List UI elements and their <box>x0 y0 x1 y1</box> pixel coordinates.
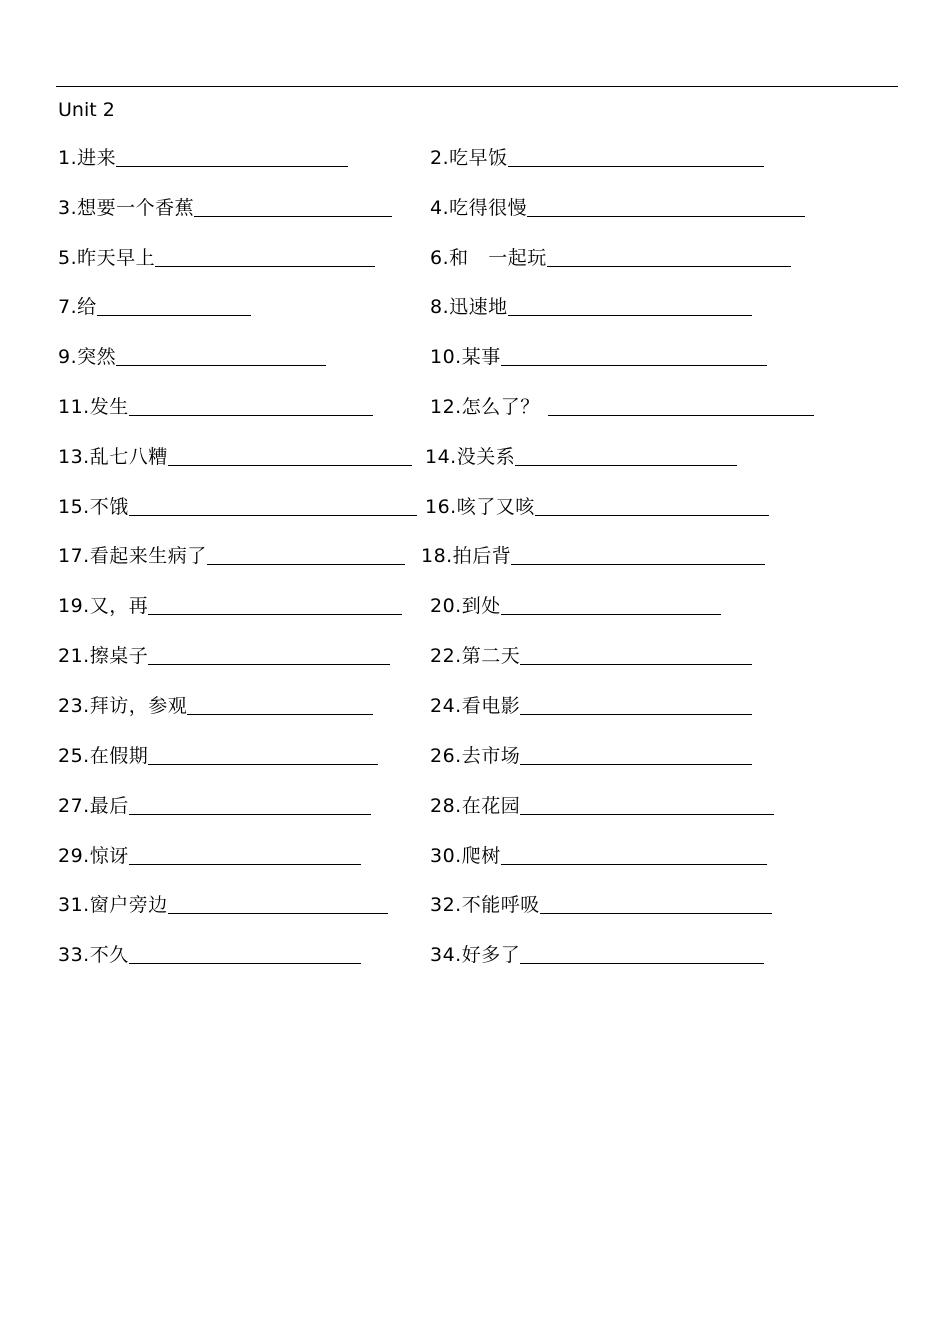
answer-blank[interactable] <box>520 664 752 665</box>
vocab-item-30 <box>430 843 767 869</box>
vocab-item-22 <box>430 643 752 669</box>
vocab-item-33 <box>58 942 361 968</box>
vocab-label: 33.不久 <box>58 944 129 966</box>
vocab-item-24 <box>430 693 752 719</box>
answer-blank[interactable] <box>520 963 764 964</box>
answer-blank[interactable] <box>129 415 373 416</box>
vocab-label: 18.拍后背 <box>421 545 512 567</box>
vocab-label: 31.窗户旁边 <box>58 894 168 916</box>
unit-title: Unit 2 <box>58 99 115 121</box>
answer-blank[interactable] <box>207 564 405 565</box>
answer-blank[interactable] <box>548 415 814 416</box>
vocab-label: 5.昨天早上 <box>58 247 156 269</box>
vocab-item-4 <box>430 195 805 221</box>
vocab-label: 10.某事 <box>430 346 501 368</box>
answer-blank[interactable] <box>540 913 772 914</box>
answer-blank[interactable] <box>129 864 361 865</box>
vocab-label: 26.去市场 <box>430 745 521 767</box>
answer-blank[interactable] <box>520 714 752 715</box>
vocab-label: 3.想要一个香蕉 <box>58 197 195 219</box>
vocab-item-9 <box>58 344 326 370</box>
answer-blank[interactable] <box>547 266 791 267</box>
answer-blank[interactable] <box>508 166 764 167</box>
vocab-item-8 <box>430 294 752 320</box>
vocab-label: 17.看起来生病了 <box>58 545 207 567</box>
answer-blank[interactable] <box>501 864 767 865</box>
answer-blank[interactable] <box>501 365 767 366</box>
vocab-label: 8.迅速地 <box>430 296 508 318</box>
answer-blank[interactable] <box>501 614 721 615</box>
answer-blank[interactable] <box>129 963 361 964</box>
vocab-item-32 <box>430 892 772 918</box>
answer-blank[interactable] <box>527 216 805 217</box>
vocab-item-25 <box>58 743 378 769</box>
vocab-label: 21.擦桌子 <box>58 645 149 667</box>
vocab-label: 34.好多了 <box>430 944 521 966</box>
vocab-label: 11.发生 <box>58 396 129 418</box>
answer-blank[interactable] <box>97 315 251 316</box>
answer-blank[interactable] <box>194 216 392 217</box>
vocab-item-19 <box>58 593 402 619</box>
vocab-item-18 <box>421 543 765 569</box>
answer-blank[interactable] <box>535 515 769 516</box>
vocab-item-20 <box>430 593 721 619</box>
vocab-label: 25.在假期 <box>58 745 149 767</box>
answer-blank[interactable] <box>520 764 752 765</box>
vocab-item-15 <box>58 494 417 520</box>
answer-blank[interactable] <box>155 266 375 267</box>
vocab-label: 6.和 一起玩 <box>430 247 547 269</box>
vocab-item-26 <box>430 743 752 769</box>
vocab-label: 9.突然 <box>58 346 117 368</box>
vocab-item-5 <box>58 245 375 271</box>
vocab-label: 32.不能呼吸 <box>430 894 540 916</box>
vocab-label: 22.第二天 <box>430 645 521 667</box>
vocab-label: 16.咳了又咳 <box>425 496 535 518</box>
vocab-label: 29.惊讶 <box>58 845 129 867</box>
answer-blank[interactable] <box>129 814 371 815</box>
vocab-item-29 <box>58 843 361 869</box>
answer-blank[interactable] <box>168 913 388 914</box>
vocab-item-14 <box>425 444 737 470</box>
vocab-item-17 <box>58 543 405 569</box>
vocab-label: 12.怎么了？ <box>430 396 540 418</box>
answer-blank[interactable] <box>511 564 765 565</box>
vocab-item-2 <box>430 145 764 171</box>
vocab-item-3 <box>58 195 392 221</box>
answer-blank[interactable] <box>508 315 752 316</box>
vocab-item-23 <box>58 693 373 719</box>
vocab-label: 1.进来 <box>58 147 117 169</box>
header-rule <box>56 86 898 87</box>
vocab-label: 20.到处 <box>430 595 501 617</box>
answer-blank[interactable] <box>148 664 390 665</box>
vocab-label: 23.拜访，参观 <box>58 695 188 717</box>
vocab-label: 27.最后 <box>58 795 129 817</box>
vocab-item-34 <box>430 942 764 968</box>
vocab-item-11 <box>58 394 373 420</box>
answer-blank[interactable] <box>116 166 348 167</box>
vocab-label: 14.没关系 <box>425 446 516 468</box>
vocab-item-10 <box>430 344 767 370</box>
vocab-label: 24.看电影 <box>430 695 521 717</box>
vocab-item-21 <box>58 643 390 669</box>
vocab-label: 7.给 <box>58 296 97 318</box>
answer-blank[interactable] <box>168 465 412 466</box>
answer-blank[interactable] <box>129 515 417 516</box>
vocab-label: 13.乱七八糟 <box>58 446 168 468</box>
answer-blank[interactable] <box>187 714 373 715</box>
answer-blank[interactable] <box>116 365 326 366</box>
vocab-label: 4.吃得很慢 <box>430 197 528 219</box>
vocab-label: 15.不饿 <box>58 496 129 518</box>
vocab-label: 30.爬树 <box>430 845 501 867</box>
vocab-item-27 <box>58 793 371 819</box>
vocab-item-1 <box>58 145 348 171</box>
vocab-label: 28.在花园 <box>430 795 521 817</box>
vocab-item-12 <box>430 394 814 420</box>
vocab-item-6 <box>430 245 791 271</box>
answer-blank[interactable] <box>515 465 737 466</box>
answer-blank[interactable] <box>148 764 378 765</box>
vocab-item-28 <box>430 793 774 819</box>
answer-blank[interactable] <box>148 614 402 615</box>
vocab-item-7 <box>58 294 251 320</box>
answer-blank[interactable] <box>520 814 774 815</box>
vocab-label: 2.吃早饭 <box>430 147 508 169</box>
vocab-item-13 <box>58 444 412 470</box>
vocab-item-31 <box>58 892 388 918</box>
vocab-item-16 <box>425 494 769 520</box>
vocab-label: 19.又，再 <box>58 595 149 617</box>
